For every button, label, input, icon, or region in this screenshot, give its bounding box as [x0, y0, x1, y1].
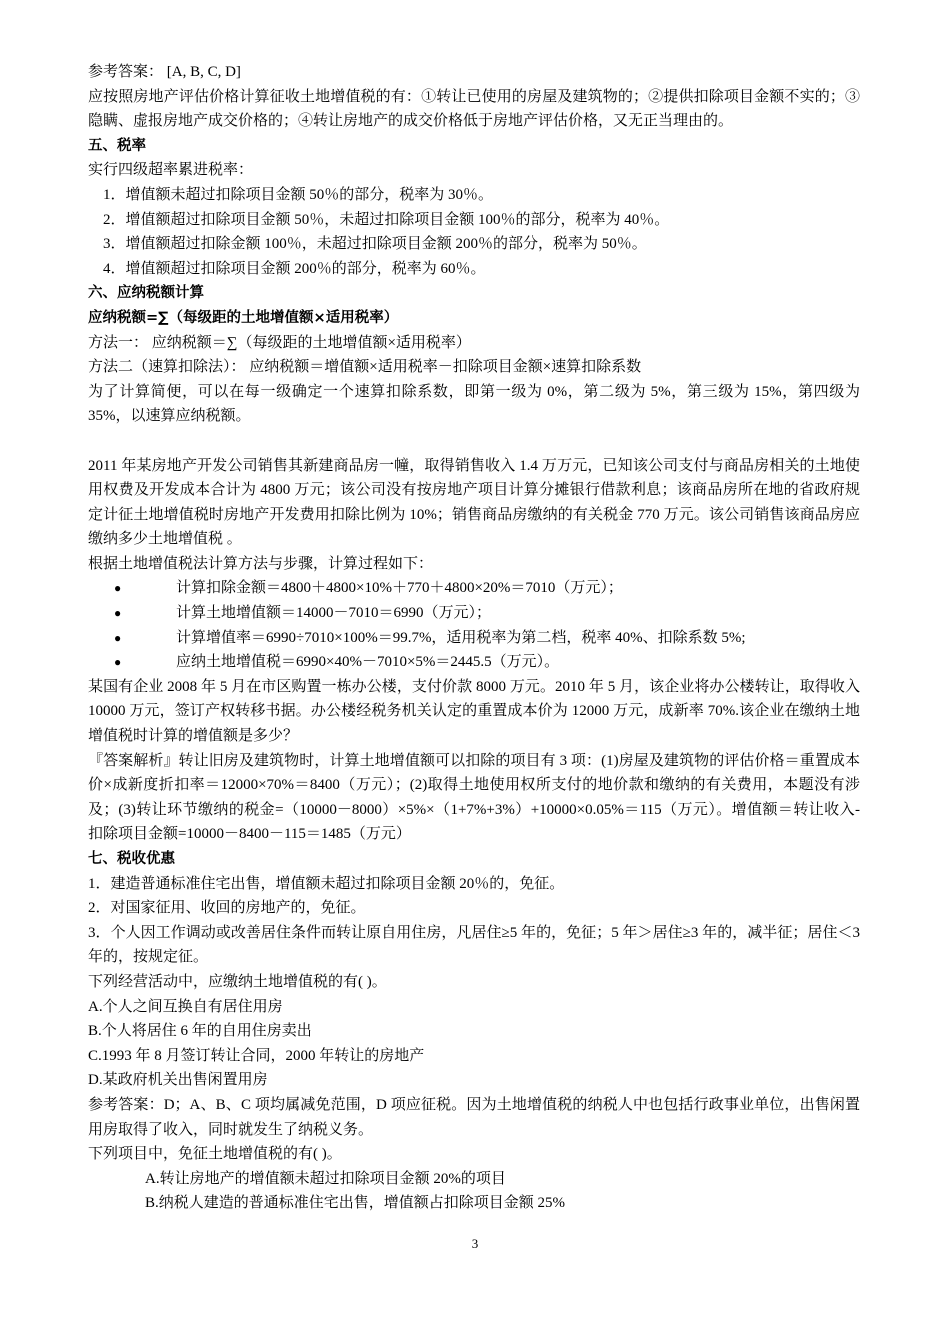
bullet-icon: ●: [114, 630, 122, 645]
calculation-step: [88, 626, 860, 651]
section-heading-tax-rate: 五、税率: [88, 137, 146, 154]
calculation-step: [88, 650, 860, 675]
calculation-step-text: 计算扣除金额＝4800＋4800×10%＋770＋4800×20%＝7010（万元）；: [176, 580, 623, 597]
question-option: B.个人将居住 6 年的自用住房卖出: [88, 1023, 312, 1040]
example-question: 2011 年某房地产开发公司销售其新建商品房一幢，取得销售收入 1.4 万万元，已知该公司支付与商品房相关的土地使用权费及开发成本合计为 4800 万元；该公司没有按房地产项目计算分摊银行借款利息；该商品房所在地的省政府规定计征土地增值税时房地产开发费用扣除比例为 10%；销售商品房缴纳的有关税金 770 万元。该公司销售该商品房应缴纳多少土地增值税 。: [88, 457, 860, 548]
calculation-step-text: 计算土地增值额＝14000－7010＝6990（万元）；: [176, 605, 492, 622]
quick-deduction-note: 为了计算简便，可以在每一级确定一个速算扣除系数，即第一级为 0%，第二级为 5%，第三级为 15%，第四级为 35%，以速算应纳税额。: [88, 383, 860, 425]
question-stem: 下列经营活动中，应缴纳土地增值税的有( )。: [88, 973, 387, 990]
question-stem: 下列项目中，免征土地增值税的有( )。: [88, 1146, 342, 1163]
steps-intro: 根据土地增值税法计算方法与步骤，计算过程如下：: [88, 555, 434, 572]
answer-analysis: 『答案解析』转让旧房及建筑物时，计算土地增值额可以扣除的项目有 3 项：(1)房屋及建筑物的评估价格＝重置成本价×成新度折扣率＝12000×70%＝8400（万元）；(2)取得土地使用权所支付的地价款和缴纳的有关费用，本题没有涉及；(3)转让环节缴纳的税金=（10000－8000）×5%×（1+7%+3%）+10000×0.05%＝115（万元）。增值额＝转让收入-扣除项目金额=10000－8400－115＝1485（万元）: [88, 752, 860, 843]
calculation-step-text: 计算增值率＝6990÷7010×100%＝99.7%，适用税率为第二档，税率 40%、扣除系数 5%;: [176, 629, 746, 646]
tax-rate-intro: 实行四级超率累进税率：: [88, 162, 254, 179]
answer-explanation: 应按照房地产评估价格计算征收土地增值税的有：①转让已使用的房屋及建筑物的；②提供扣除项目金额不实的；③隐瞒、虚报房地产成交价格的；④转让房地产的成交价格低于房地产评估价格，又无正当理由的。: [88, 88, 860, 130]
method-two: 方法二（速算扣除法）： 应纳税额＝增值额×适用税率－扣除项目金额×速算扣除系数: [88, 359, 642, 376]
calculation-step: [88, 576, 860, 601]
answer-line: 参考答案： [A, B, C, D]: [88, 64, 241, 80]
question-option: A.个人之间互换自有居住用房: [88, 998, 283, 1015]
bullet-icon: ●: [114, 606, 122, 621]
section-heading-tax-calculation: 六、应纳税额计算: [88, 285, 204, 302]
incentive-item: 3．个人因工作调动或改善居住条件而转让原自用住房，凡居住≥5 年的，免征；5 年＞居住≥3 年的，减半征；居住＜3 年的，按规定征。: [88, 924, 860, 966]
blank-line: [88, 429, 860, 454]
tax-rate-item: 2．增值额超过扣除项目金额 50％，未超过扣除项目金额 100％的部分，税率为 40％。: [103, 211, 670, 228]
method-one: 方法一： 应纳税额＝∑（每级距的土地增值额×适用税率）: [88, 334, 471, 351]
question-option: B.纳税人建造的普通标准住宅出售，增值额占扣除项目金额 25%: [145, 1195, 566, 1212]
page-content: [88, 60, 860, 1216]
tax-formula: 应纳税额=∑（每级距的土地增值额×适用税率）: [88, 309, 399, 326]
question-answer: 参考答案：D；A、B、C 项均属减免范围，D 项应征税。因为土地增值税的纳税人中也包括行政事业单位，出售闲置用房取得了收入，同时就发生了纳税义务。: [88, 1096, 860, 1138]
calculation-step-text: 应纳土地增值税＝6990×40%－7010×5%＝2445.5（万元）。: [176, 654, 560, 671]
question-option: C.1993 年 8 月签订转让合同，2000 年转让的房地产: [88, 1047, 425, 1064]
example-question: 某国有企业 2008 年 5 月在市区购置一栋办公楼，支付价款 8000 万元。2010 年 5 月，该企业将办公楼转让，取得收入 10000 万元，签订产权转移书据。办公楼经税务机关认定的重置成本价为 12000 万元，成新率 70%.该企业在缴纳土地增值税时计算的增值额是多少？: [88, 678, 860, 745]
incentive-item: 2．对国家征用、收回的房地产的，免征。: [88, 900, 366, 917]
calculation-step: [88, 601, 860, 626]
tax-rate-item: 4．增值额超过扣除项目金额 200％的部分，税率为 60％。: [103, 260, 486, 277]
tax-rate-item: 3．增值额超过扣除金额 100％，未超过扣除项目金额 200％的部分，税率为 50％。: [103, 236, 647, 253]
tax-rate-item: 1．增值额未超过扣除项目金额 50％的部分，税率为 30％。: [103, 186, 494, 203]
incentive-item: 1．建造普通标准住宅出售，增值额未超过扣除项目金额 20％的，免征。: [88, 875, 565, 892]
page-number: 3: [471, 1236, 479, 1251]
question-option: A.转让房地产的增值额未超过扣除项目金额 20%的项目: [145, 1170, 506, 1187]
bullet-icon: ●: [114, 655, 122, 670]
question-option: D.某政府机关出售闲置用房: [88, 1072, 268, 1089]
section-heading-tax-incentives: 七、税收优惠: [88, 851, 175, 867]
bullet-icon: ●: [114, 581, 122, 596]
